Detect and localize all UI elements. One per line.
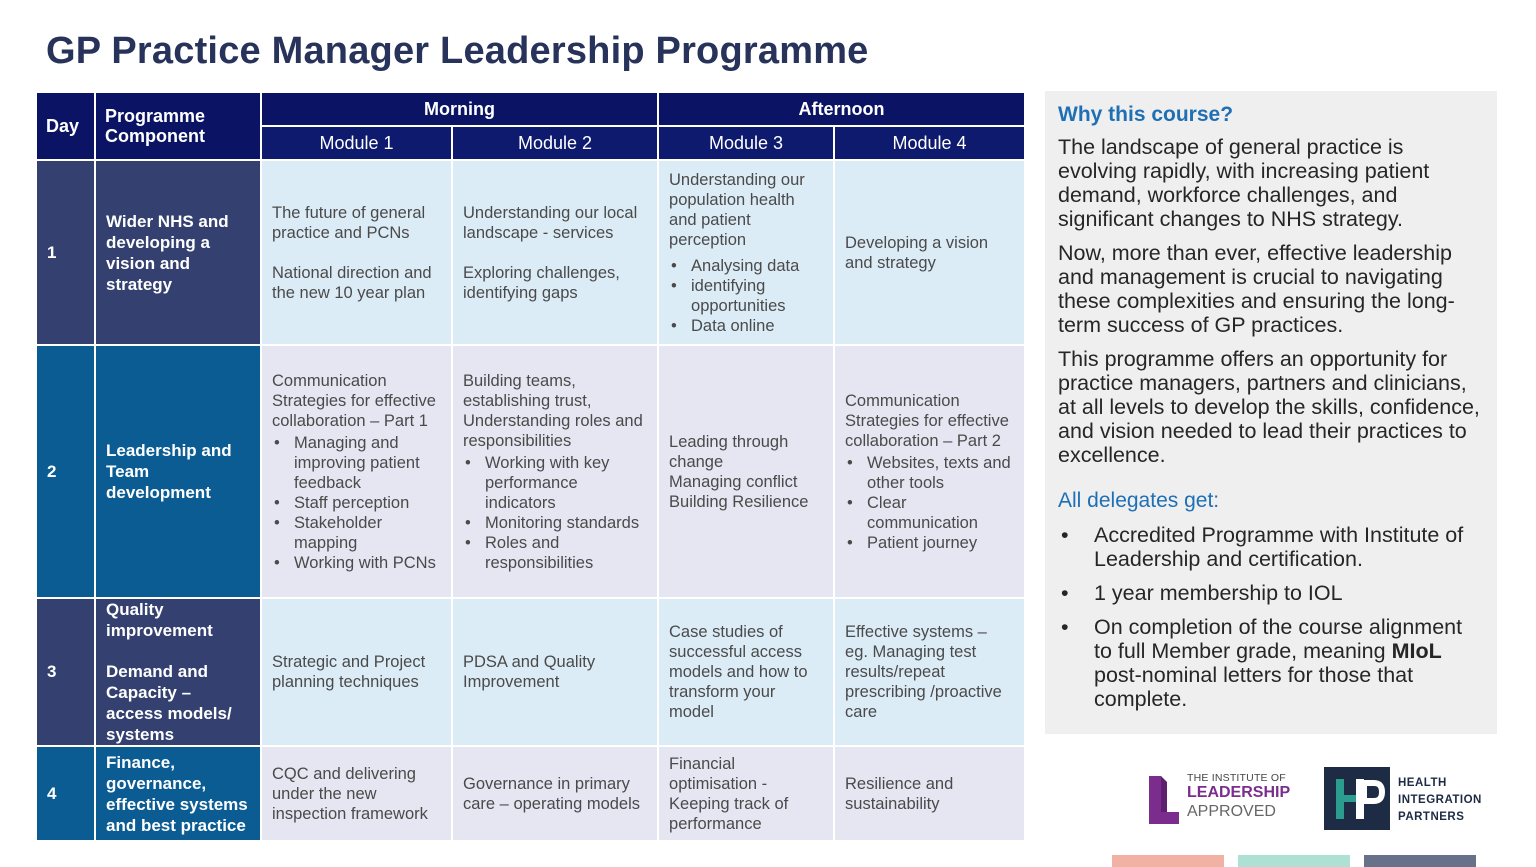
institute-of-leadership-logo xyxy=(1147,770,1291,830)
list-item: • Monitoring standards xyxy=(463,513,647,533)
iol-line-1: THE INSTITUTE OF xyxy=(1187,772,1286,784)
programme-component: Wider NHS and developing a vision and strategy xyxy=(95,160,261,345)
list-item: • identifying opportunities xyxy=(669,276,823,316)
module-cell: Building teams, establishing trust, Understanding roles and responsibilities • Working with key performance indicators • Monitoring standards • Roles and responsibilities xyxy=(452,345,658,598)
list-item: • Working with PCNs xyxy=(272,553,441,573)
programme-component: Quality improvement Demand and Capacity – access models/ systems xyxy=(95,598,261,746)
table-row xyxy=(36,746,1025,841)
list-item: • Stakeholder mapping xyxy=(272,513,441,553)
table-row xyxy=(36,598,1025,746)
module-cell: Case studies of successful access models and how to transform your model xyxy=(658,598,834,746)
day-number: 4 xyxy=(36,746,95,841)
module-cell: Effective systems – eg. Managing test results/repeat prescribing /proactive care xyxy=(834,598,1025,746)
module-cell: Communication Strategies for effective collaboration – Part 2 • Websites, texts and other tools • Clear communication • Patient journey xyxy=(834,345,1025,598)
header-day: Day xyxy=(36,92,95,160)
health-integration-partners-logo xyxy=(1324,767,1494,831)
module-cell: Governance in primary care – operating models xyxy=(452,746,658,841)
delegates-heading: All delegates get: xyxy=(1058,489,1220,512)
module-cell: CQC and delivering under the new inspection framework xyxy=(261,746,452,841)
module-cell: Understanding our population health and patient perception • Analysing data • identifying opportunities • Data online xyxy=(658,160,834,345)
module-cell: The future of general practice and PCNs National direction and the new 10 year plan xyxy=(261,160,452,345)
day-number: 2 xyxy=(36,345,95,598)
module-cell: Resilience and sustainability xyxy=(834,746,1025,841)
table-row xyxy=(36,345,1025,598)
module-cell: Strategic and Project planning techniques xyxy=(261,598,452,746)
benefits-list xyxy=(1058,523,1485,711)
benefit-item: • Accredited Programme with Institute of Leadership and certification. xyxy=(1058,523,1485,571)
list-item: • Data online xyxy=(669,316,823,336)
header-module-1: Module 1 xyxy=(261,126,452,160)
list-item: • Working with key performance indicators xyxy=(463,453,647,513)
programme-component: Finance, governance, effective systems and best practice xyxy=(95,746,261,841)
module-cell: Communication Strategies for effective collaboration – Part 1 • Managing and improving patient feedback • Staff perception • Stakeholder mapping • Working with PCNs xyxy=(261,345,452,598)
list-item: • Roles and responsibilities xyxy=(463,533,647,573)
list-item: • Managing and improving patient feedback xyxy=(272,433,441,493)
why-paragraph: The landscape of general practice is evolving rapidly, with increasing patient demand, workforce challenges, and significant changes to NHS strategy. xyxy=(1058,135,1430,231)
iol-mark-icon xyxy=(1147,774,1181,826)
programme-component: Leadership and Team development xyxy=(95,345,261,598)
iol-line-3: APPROVED xyxy=(1187,803,1276,820)
why-paragraph: Now, more than ever, effective leadership and management is crucial to navigating these complexities and ensuring the long-term success of GP practices. xyxy=(1058,241,1455,337)
table-row xyxy=(36,160,1025,345)
module-cell: Leading through change Managing conflict Building Resilience xyxy=(658,345,834,598)
list-item: • Staff perception xyxy=(272,493,441,513)
benefit-item: • On completion of the course alignment to full Member grade, meaning MIoL post-nominal letters for those that complete. xyxy=(1058,615,1485,711)
header-afternoon: Afternoon xyxy=(658,92,1025,126)
header-morning: Morning xyxy=(261,92,658,126)
hip-line-1: HEALTH xyxy=(1398,777,1447,789)
list-item: • Clear communication xyxy=(845,493,1014,533)
list-item: • Analysing data xyxy=(669,256,823,276)
hip-line-3: PARTNERS xyxy=(1398,811,1465,823)
header-module-3: Module 3 xyxy=(658,126,834,160)
day-number: 1 xyxy=(36,160,95,345)
decorative-bar xyxy=(1238,855,1350,867)
header-module-4: Module 4 xyxy=(834,126,1025,160)
day-number: 3 xyxy=(36,598,95,746)
list-item: • Websites, texts and other tools xyxy=(845,453,1014,493)
decorative-bar xyxy=(1112,855,1224,867)
why-paragraph: This programme offers an opportunity for practice managers, partners and clinicians, at all levels to develop the skills, confidence, and vision needed to lead their practices to excellence. xyxy=(1058,347,1480,467)
module-cell: PDSA and Quality Improvement xyxy=(452,598,658,746)
module-cell: Developing a vision and strategy xyxy=(834,160,1025,345)
why-this-course-panel xyxy=(1045,91,1497,734)
module-cell: Understanding our local landscape - services Exploring challenges, identifying gaps xyxy=(452,160,658,345)
header-module-2: Module 2 xyxy=(452,126,658,160)
header-programme-component: Programme Component xyxy=(95,92,261,160)
benefit-item: • 1 year membership to IOL xyxy=(1058,581,1485,605)
decorative-bar xyxy=(1364,855,1476,867)
hip-mark-icon xyxy=(1324,767,1390,830)
module-cell: Financial optimisation - Keeping track of performance xyxy=(658,746,834,841)
hip-line-2: INTEGRATION xyxy=(1398,794,1482,806)
programme-table xyxy=(35,91,1026,842)
page-title: GP Practice Manager Leadership Programme xyxy=(46,30,869,72)
why-heading: Why this course? xyxy=(1058,103,1234,126)
list-item: • Patient journey xyxy=(845,533,1014,553)
iol-line-2: LEADERSHIP xyxy=(1187,784,1291,801)
